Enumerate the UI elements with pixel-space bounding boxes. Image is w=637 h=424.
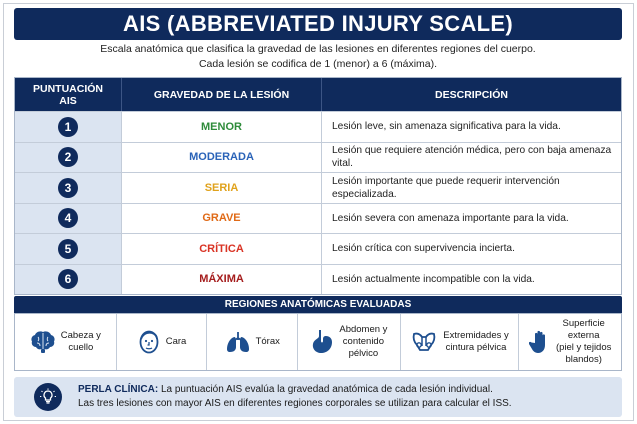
face-icon <box>137 329 161 355</box>
region-label: Abdomen y contenido pélvico <box>339 324 388 359</box>
header-score-line-2: AIS <box>59 94 77 107</box>
score-badge: 4 <box>58 208 78 228</box>
table-header <box>15 78 621 111</box>
severity-cell: CRÍTICA <box>122 234 322 264</box>
regions-heading: REGIONES ANATÓMICAS EVALUADAS <box>14 296 622 313</box>
severity-cell: MENOR <box>122 112 322 142</box>
stomach-icon <box>310 329 334 355</box>
region-label: Cabeza y cuello <box>60 330 101 353</box>
description-cell: Lesión importante que puede requerir intervención especializada. <box>332 175 560 200</box>
clinical-pearl <box>14 377 622 417</box>
score-cell <box>15 143 122 173</box>
description-cell: Lesión que requiere atención médica, pero con baja amenaza vital. <box>332 145 612 170</box>
region-thorax <box>207 314 298 370</box>
brain-icon <box>30 330 56 354</box>
region-label: Tórax <box>255 336 280 347</box>
ais-table <box>14 77 622 295</box>
score-badge: 1 <box>58 117 78 137</box>
region-face <box>117 314 208 370</box>
header-score <box>15 78 122 111</box>
hand-icon <box>529 329 551 355</box>
severity-cell: MODERADA <box>122 143 322 173</box>
description-cell: Lesión leve, sin amenaza significativa para la vida. <box>332 121 561 133</box>
region-label: Extremidades y cintura pélvica <box>443 330 509 353</box>
table-row <box>15 264 621 295</box>
table-row <box>15 111 621 142</box>
intro-text <box>14 40 622 72</box>
table-row <box>15 233 621 264</box>
score-cell <box>15 173 122 203</box>
score-badge: 5 <box>58 239 78 259</box>
description-cell: Lesión severa con amenaza importante para la vida. <box>332 212 569 224</box>
score-cell <box>15 234 122 264</box>
region-head-neck <box>15 314 117 370</box>
table-row <box>15 142 621 173</box>
region-abdomen <box>298 314 401 370</box>
score-badge: 3 <box>58 178 78 198</box>
pearl-line-2: Las tres lesiones con mayor AIS en diferentes regiones corporales se utilizan para calcular el ISS. <box>78 398 512 409</box>
intro-line-1: Escala anatómica que clasifica la gravedad de las lesiones en diferentes regiones del cuerpo. <box>100 43 536 55</box>
pearl-line-1: La puntuación AIS evalúa la gravedad anatómica de cada lesión individual. <box>158 384 493 395</box>
score-badge: 6 <box>58 269 78 289</box>
region-label: Cara <box>165 336 187 347</box>
page-title: AIS (ABBREVIATED INJURY SCALE) <box>14 8 622 40</box>
header-description: DESCRIPCIÓN <box>435 88 508 101</box>
lightbulb-icon <box>34 383 62 411</box>
score-cell <box>15 112 122 142</box>
description-cell: Lesión actualmente incompatible con la vida. <box>332 273 535 285</box>
severity-cell: GRAVE <box>122 204 322 234</box>
score-cell <box>15 265 122 295</box>
score-badge: 2 <box>58 147 78 167</box>
intro-line-2: Cada lesión se codifica de 1 (menor) a 6 (máxima). <box>198 58 438 70</box>
severity-cell: SERIA <box>122 173 322 203</box>
header-severity: GRAVEDAD DE LA LESIÓN <box>122 78 322 111</box>
table-row <box>15 203 621 234</box>
lungs-icon <box>225 330 251 354</box>
description-cell: Lesión crítica con supervivencia incierta. <box>332 243 515 255</box>
region-label: Superficie externa (piel y tejidos blandos) <box>555 318 612 365</box>
region-skin <box>519 314 621 370</box>
pearl-label: PERLA CLÍNICA: <box>78 384 159 395</box>
region-extremities <box>401 314 520 370</box>
pearl-text <box>78 383 512 411</box>
regions-panel <box>14 313 622 371</box>
header-score-line-1: PUNTUACIÓN <box>33 82 103 95</box>
pelvis-icon <box>410 330 438 354</box>
table-row <box>15 172 621 203</box>
severity-cell: MÁXIMA <box>122 265 322 295</box>
score-cell <box>15 204 122 234</box>
